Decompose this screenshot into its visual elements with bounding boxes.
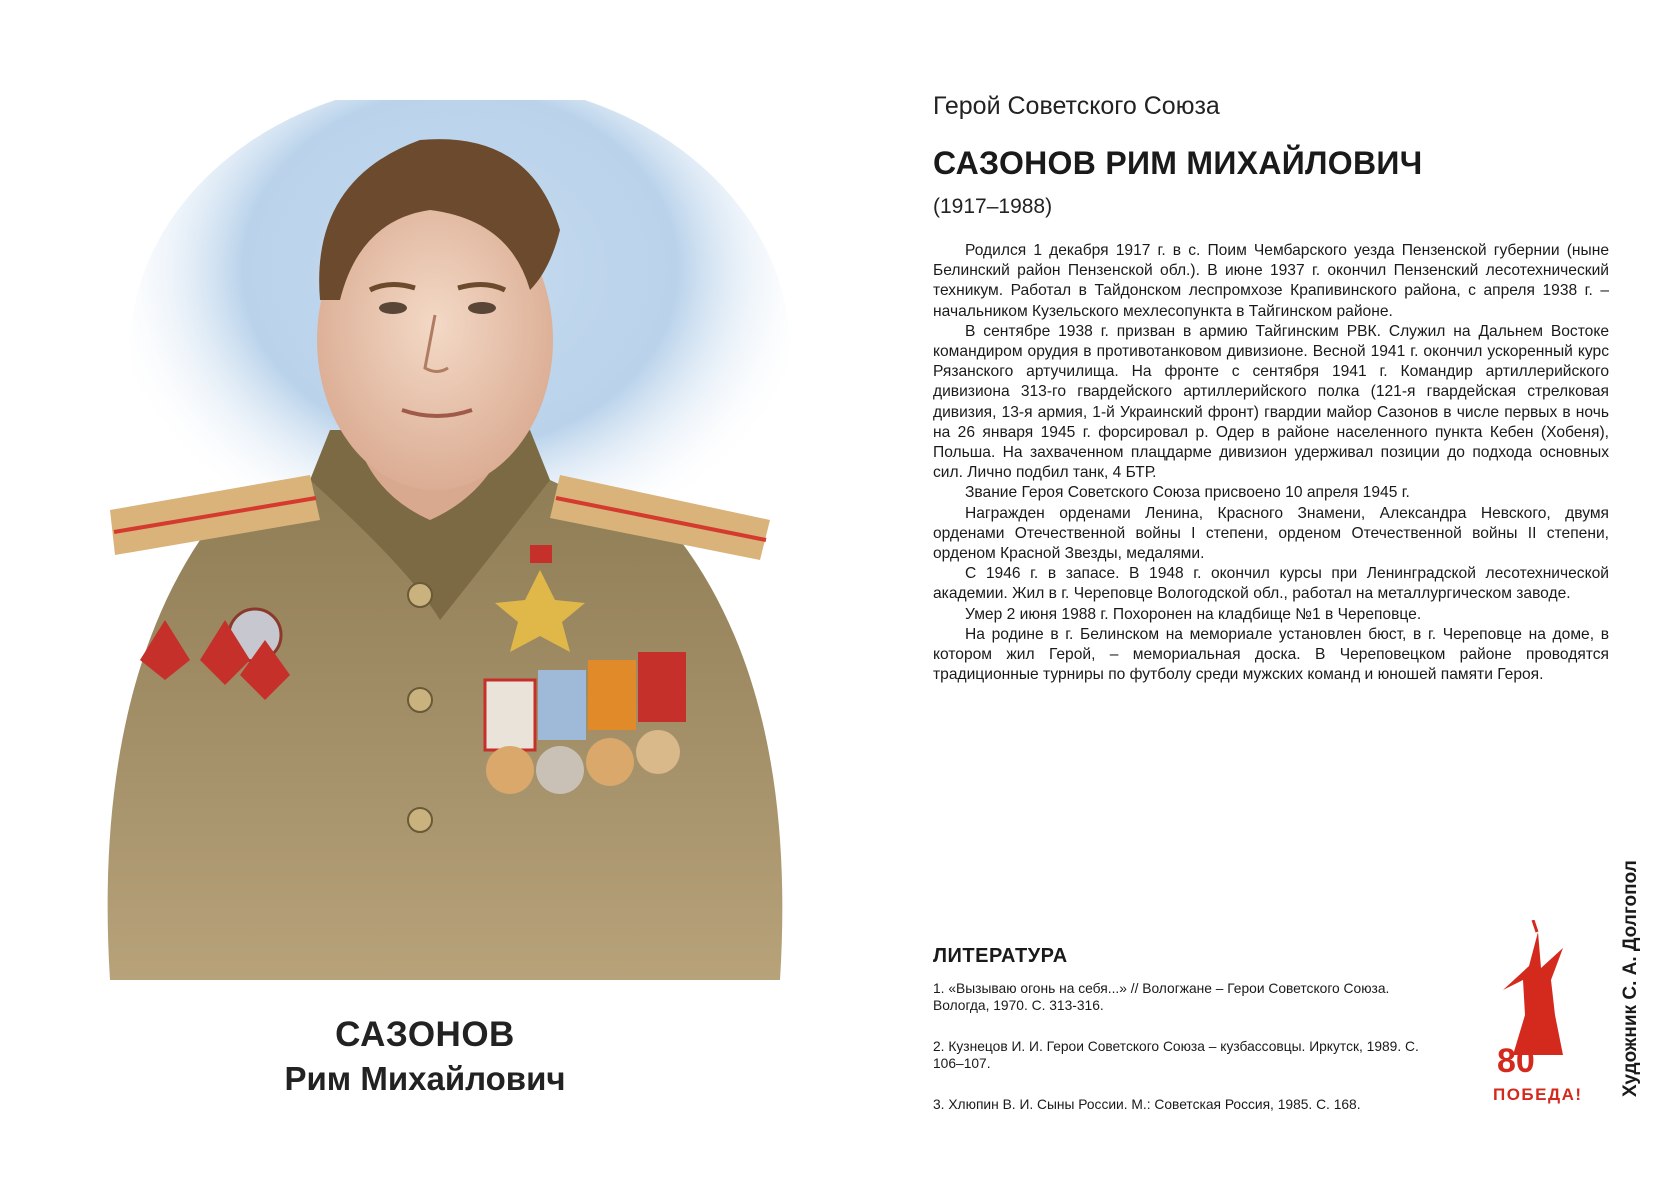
hero-title: Герой Советского Союза [933, 92, 1220, 120]
bio-paragraph: На родине в г. Белинском на мемориале установлен бюст, в г. Череповце на доме, в котором жил Герой, – мемориальная доска. В Череповецком районе проводятся традиционные турниры по футболу среди мужских команд и юношей памяти Героя. [933, 625, 1609, 684]
literature-item: 3. Хлюпин В. И. Сыны России. М.: Советская Россия, 1985. С. 168. [933, 1097, 1361, 1112]
biography [933, 241, 1609, 685]
literature-list [933, 980, 1433, 1137]
logo-number: 80 [1497, 1042, 1535, 1080]
bio-paragraph: В сентябре 1938 г. призван в армию Тайгинским РВК. Служил на Дальнем Востоке командиром орудия в противотанковом дивизионе. Весной 1941 г. окончил ускоренный курс Рязанского артучилища. На фронте с сентября 1941 г. Командир артиллерийского дивизиона 313-го гвардейского артиллерийского полка (121-я гвардейская стрелковая дивизия, 13-я армия, 1-й Украинский фронт) гвардии майор Сазонов в числе первых в ночь на 26 января 1945 г. форсировал р. Одер в районе населенного пункта Кебен (Хобеня), Польша. На захваченном плацдарме дивизион удерживал позиции до подхода основных сил. Лично подбил танк, 4 БТР. [933, 322, 1609, 482]
bio-paragraph: С 1946 г. в запасе. В 1948 г. окончил курсы при Ленинградской лесотехнической академии. Жил в г. Череповце Вологодской обл., работал на металлургическом заводе. [933, 565, 1609, 603]
bio-paragraph: Умер 2 июня 1988 г. Похоронен на кладбище №1 в Череповце. [965, 605, 1422, 623]
bio-paragraph: Родился 1 декабря 1917 г. в с. Поим Чембарского уезда Пензенской губернии (ныне Белинский район Пензенской обл.). В июне 1937 г. окончил Пензенский лесотехнический техникум. Работал в Тайдонском леспромхозе Крапивинского района, с апреля 1938 г. – начальником Кузельского мехлесопункта в Тайгинском районе. [933, 242, 1609, 320]
hero-years: (1917–1988) [933, 195, 1053, 218]
caption-surname: САЗОНОВ [335, 1015, 515, 1054]
caption-given-names: Рим Михайлович [284, 1060, 566, 1097]
artist-credit: Художник С. А. Долгопол [1620, 860, 1641, 1097]
literature-item: 2. Кузнецов И. И. Герои Советского Союза – кузбассовцы. Иркутск, 1989. С. 106–107. [933, 1039, 1419, 1071]
logo-text: ПОБЕДА! [1493, 1085, 1581, 1104]
literature-item: 1. «Вызываю огонь на себя...» // Вологжане – Герои Советского Союза. Вологда, 1970. С. 313-316. [933, 981, 1390, 1013]
hero-name: САЗОНОВ РИМ МИХАЙЛОВИЧ [933, 145, 1423, 181]
portrait-caption [120, 1013, 730, 1101]
literature-heading: ЛИТЕРАТУРА [933, 945, 1068, 967]
motherland-statue-icon [1503, 932, 1563, 1055]
right-page [845, 0, 1680, 1188]
hero-portrait [80, 100, 810, 980]
victory-80-logo [1493, 920, 1583, 1108]
bio-paragraph: Звание Героя Советского Союза присвоено 10 апреля 1945 г. [965, 484, 1410, 502]
bio-paragraph: Награжден орденами Ленина, Красного Знамени, Александра Невского, двумя орденами Отечественной войны I степени, орденом Отечественной войны II степени, орденом Красной Звезды, медалями. [933, 504, 1609, 563]
